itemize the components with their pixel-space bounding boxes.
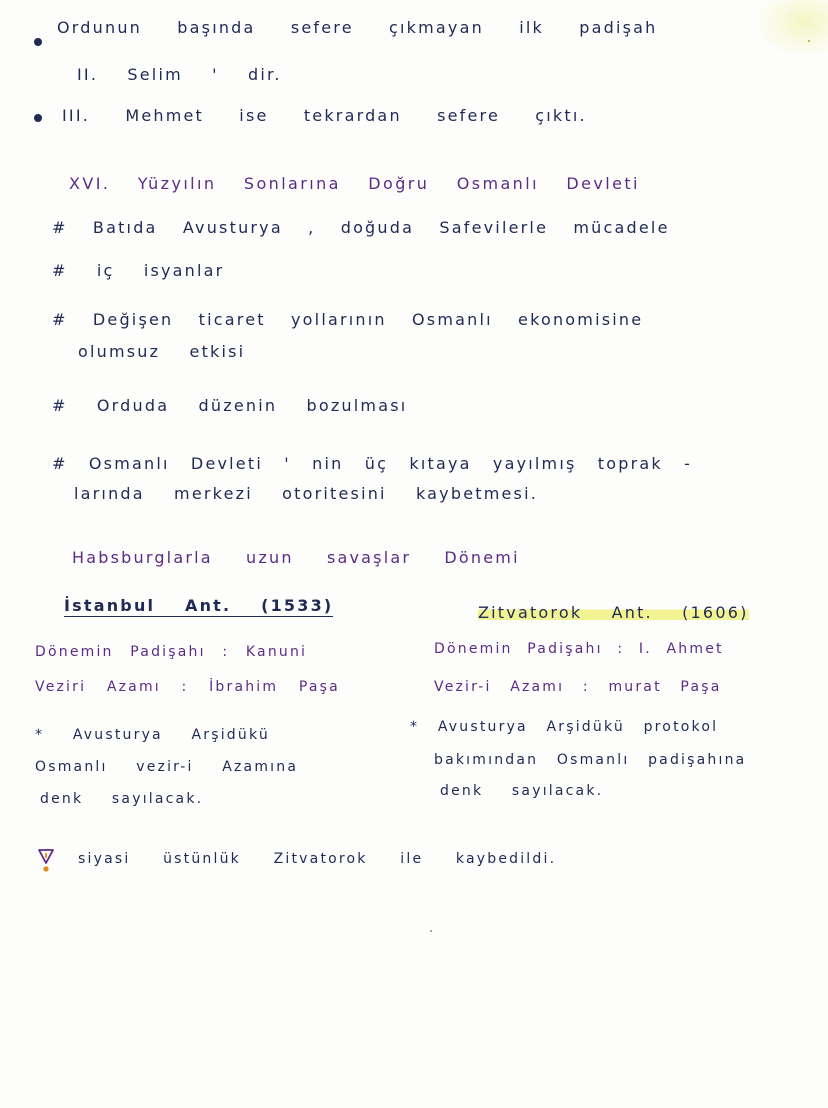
istanbul-treaty-title: İstanbul Ant. (1533) (64, 596, 334, 615)
warning-icon (37, 848, 55, 874)
section-heading-late-16th-century: XVI. Yüzyılın Sonlarına Doğru Osmanlı Devleti (69, 174, 640, 193)
footer-note: siyasi üstünlük Zitvatorok ile kaybedildi. (78, 851, 557, 867)
zitvatorok-treaty-title: Zitvatorok Ant. (1606) (478, 603, 749, 622)
left-column-title (64, 598, 333, 614)
left-bullet-3: denk sayılacak. (40, 791, 204, 807)
note-line-west-east: # Batıda Avusturya , doğuda Safevilerle mücadele (52, 218, 670, 237)
note-line-3: III. Mehmet ise tekrardan sefere çıktı. (62, 106, 587, 125)
note-line-authority-b: larında merkezi otoritesini kaybetmesi. (74, 484, 539, 503)
left-padisah-line: Dönemin Padişahı : Kanuni (35, 644, 308, 660)
left-vezir-line: Veziri Azamı : İbrahim Paşa (35, 679, 340, 695)
right-bullet-2: bakımından Osmanlı padişahına (434, 752, 747, 768)
left-bullet-1: * Avusturya Arşidükü (35, 727, 270, 743)
right-bullet-1: * Avusturya Arşidükü protokol (410, 719, 719, 735)
bullet-dot (34, 114, 42, 122)
note-line-1: Ordunun başında sefere çıkmayan ilk padişah (57, 18, 658, 37)
right-vezir-line: Vezir-i Azamı : murat Paşa (434, 679, 722, 695)
note-line-trade-b: olumsuz etkisi (78, 342, 246, 361)
left-bullet-2: Osmanlı vezir-i Azamına (35, 759, 299, 775)
note-line-2: II. Selim ' dir. (77, 65, 282, 84)
right-padisah-line: Dönemin Padişahı : I. Ahmet (434, 641, 724, 657)
section-heading-habsburg-wars: Habsburglarla uzun savaşlar Dönemi (72, 548, 520, 567)
right-bullet-3: denk sayılacak. (440, 783, 604, 799)
note-line-revolts: # iç isyanlar (52, 261, 225, 280)
right-column-title (478, 605, 749, 621)
note-line-authority-a: # Osmanlı Devleti ' nin üç kıtaya yayılmış toprak - (52, 454, 693, 473)
note-line-trade-a: # Değişen ticaret yollarının Osmanlı ekonomisine (52, 310, 644, 329)
ink-speck (808, 40, 810, 42)
bullet-dot (34, 38, 42, 46)
note-line-army: # Orduda düzenin bozulması (52, 396, 408, 415)
ink-speck (430, 930, 432, 932)
